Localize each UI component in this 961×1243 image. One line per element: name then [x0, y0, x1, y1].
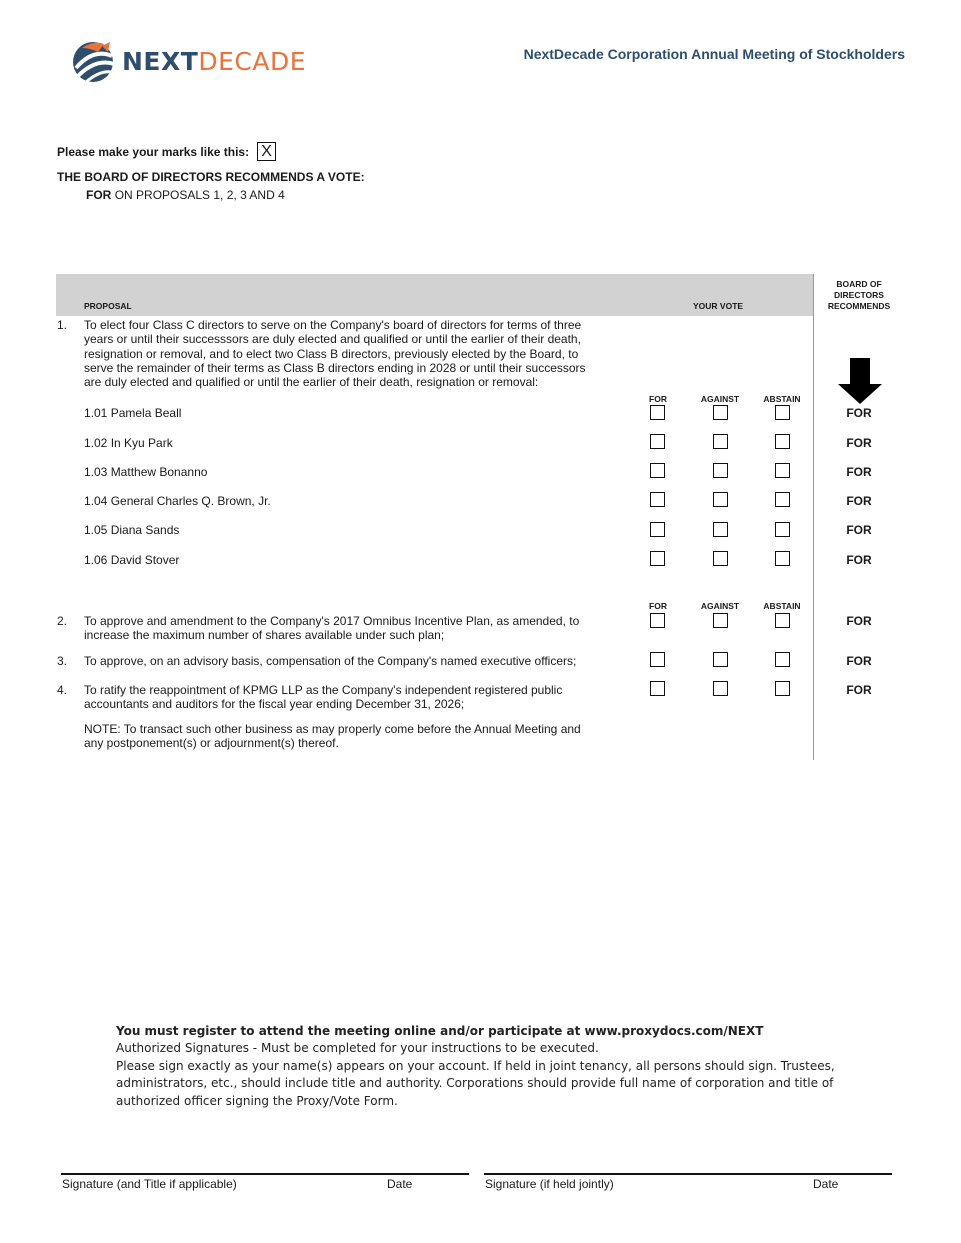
board-recommend-value: FOR — [846, 654, 872, 668]
signature-line-2[interactable] — [484, 1173, 892, 1175]
vote-abstain-checkbox[interactable] — [775, 652, 790, 667]
vote-for-checkbox[interactable] — [650, 652, 665, 667]
proposal-text-line: To elect four Class C directors to serve on the Company's board of directors for terms of three — [84, 318, 582, 332]
vote-for-checkbox[interactable] — [650, 681, 665, 696]
vote-abstain-checkbox[interactable] — [775, 522, 790, 537]
date-1-label: Date — [387, 1177, 413, 1191]
proposal-3-number: 3. — [57, 654, 68, 668]
for-word: FOR — [86, 188, 112, 202]
board-recommend-value: FOR — [846, 494, 872, 508]
nominee-label: 1.06 David Stover — [84, 553, 180, 567]
date-2-label: Date — [813, 1177, 839, 1191]
vote-for-checkbox[interactable] — [650, 613, 665, 628]
sample-mark-box — [257, 142, 276, 161]
board-recommend-value: FOR — [846, 614, 872, 628]
marks-instruction — [57, 142, 276, 161]
nominee-label: 1.05 Diana Sands — [84, 523, 180, 537]
vote-for-checkbox[interactable] — [650, 492, 665, 507]
board-recommends-line — [86, 188, 285, 202]
board-recommend-value: FOR — [846, 406, 872, 420]
proposal-text-line: serve the remainder of their terms as Class B directors ending in 2028 or until their successors — [84, 360, 586, 375]
marks-label: Please make your marks like this: — [57, 144, 250, 159]
vote-against-checkbox[interactable] — [713, 405, 728, 420]
vote-header-for: FOR — [649, 601, 667, 611]
signature-2-label: Signature (if held jointly) — [485, 1177, 614, 1191]
vote-for-checkbox[interactable] — [650, 434, 665, 449]
proposal-text-line: To approve and amendment to the Company's 2017 Omnibus Incentive Plan, as amended, to — [84, 614, 580, 628]
signature-instructions — [116, 1023, 836, 1110]
vote-abstain-checkbox[interactable] — [775, 463, 790, 478]
vote-abstain-checkbox[interactable] — [775, 613, 790, 628]
vote-header-abstain: ABSTAIN — [763, 394, 801, 404]
page-title: NextDecade Corporation Annual Meeting of Stockholders — [523, 46, 905, 62]
authorized-signatures-line: Authorized Signatures - Must be completed for your instructions to be executed. — [116, 1041, 599, 1056]
nominee-label: 1.04 General Charles Q. Brown, Jr. — [84, 494, 271, 508]
vote-header-abstain: ABSTAIN — [763, 601, 801, 611]
nextdecade-logo-icon — [68, 38, 118, 84]
vote-header-for: FOR — [649, 394, 667, 404]
vote-against-checkbox[interactable] — [713, 522, 728, 537]
proposal-text-line: years or until their successsors are duly elected and qualified or until the earlier of their death, — [84, 332, 581, 347]
board-recommend-value: FOR — [846, 523, 872, 537]
proposal-4-number: 4. — [57, 683, 68, 697]
logo-decade: DECADE — [198, 46, 306, 76]
proposal-4-text — [84, 683, 624, 712]
vote-header-against: AGAINST — [700, 394, 740, 404]
proposal-2-number: 2. — [57, 614, 68, 628]
board-header-line: RECOMMENDS — [827, 301, 891, 311]
signature-1-label: Signature (and Title if applicable) — [62, 1177, 237, 1191]
sample-mark: X — [261, 142, 272, 160]
vote-abstain-checkbox[interactable] — [775, 681, 790, 696]
board-header-line: DIRECTORS — [834, 290, 884, 300]
proposal-2-text — [84, 614, 624, 643]
note-line: any postponement(s) or adjournment(s) thereof. — [84, 736, 339, 751]
vote-abstain-checkbox[interactable] — [775, 405, 790, 420]
on-proposals: ON PROPOSALS 1, 2, 3 AND 4 — [114, 188, 285, 202]
vote-against-checkbox[interactable] — [713, 681, 728, 696]
signature-line-1[interactable] — [61, 1173, 469, 1175]
note-line: NOTE: To transact such other business as may properly come before the Annual Meeting and — [84, 722, 581, 736]
board-header-line: BOARD OF — [836, 279, 882, 289]
proposal-header: PROPOSAL — [84, 301, 132, 311]
vote-against-checkbox[interactable] — [713, 492, 728, 507]
arrow-down-icon — [838, 358, 882, 404]
vote-abstain-checkbox[interactable] — [775, 551, 790, 566]
vote-against-checkbox[interactable] — [713, 613, 728, 628]
nominee-label: 1.03 Matthew Bonanno — [84, 465, 208, 479]
recommend-column-divider — [813, 274, 814, 760]
board-recommend-value: FOR — [846, 683, 872, 697]
vote-against-checkbox[interactable] — [713, 434, 728, 449]
vote-for-checkbox[interactable] — [650, 405, 665, 420]
vote-against-checkbox[interactable] — [713, 463, 728, 478]
vote-header-against: AGAINST — [700, 601, 740, 611]
company-logo — [68, 38, 306, 84]
register-notice: You must register to attend the meeting online and/or participate at www.proxydocs.com/NEXT — [116, 1024, 764, 1038]
proposal-text-line: increase the maximum number of shares available under such plan; — [84, 628, 445, 643]
signing-instructions: Please sign exactly as your name(s) appears on your account. If held in joint tenancy, all persons should sign. Trustees, administrators, etc., should include title and authority. Corporations should provide full name of corporation and title of authorized officer signing the Proxy/Vote Form. — [116, 1058, 835, 1108]
proposal-text-line: To approve, on an advisory basis, compensation of the Company's named executive officers; — [84, 654, 577, 668]
board-recommend-value: FOR — [846, 553, 872, 567]
your-vote-header: YOUR VOTE — [693, 301, 744, 311]
board-recommends-header — [816, 279, 902, 312]
proposal-3-text — [84, 654, 624, 668]
vote-for-checkbox[interactable] — [650, 522, 665, 537]
proposal-text-line: resignation or removal, and to elect two Class B directors, previously elected by the Board, to — [84, 346, 579, 361]
board-recommend-value: FOR — [846, 465, 872, 479]
vote-against-checkbox[interactable] — [713, 551, 728, 566]
vote-for-checkbox[interactable] — [650, 551, 665, 566]
nominee-label: 1.01 Pamela Beall — [84, 406, 182, 420]
logo-next: NEXT — [122, 46, 199, 76]
nominee-label: 1.02 In Kyu Park — [84, 436, 173, 450]
proposal-text-line: To ratify the reappointment of KPMG LLP as the Company's independent registered public — [84, 683, 563, 697]
board-recommends-heading: THE BOARD OF DIRECTORS RECOMMENDS A VOTE: — [57, 170, 365, 184]
proposal-1-text — [84, 318, 624, 389]
board-recommend-value: FOR — [846, 436, 872, 450]
vote-against-checkbox[interactable] — [713, 652, 728, 667]
note-text — [84, 722, 624, 751]
proposal-text-line: are duly elected and qualified or until the earlier of their death, resignation or removal: — [84, 375, 539, 390]
proposal-1-number: 1. — [57, 318, 68, 332]
vote-abstain-checkbox[interactable] — [775, 492, 790, 507]
proposal-text-line: accountants and auditors for the fiscal year ending December 31, 2026; — [84, 697, 465, 712]
vote-abstain-checkbox[interactable] — [775, 434, 790, 449]
vote-for-checkbox[interactable] — [650, 463, 665, 478]
logo-wordmark — [122, 47, 306, 76]
